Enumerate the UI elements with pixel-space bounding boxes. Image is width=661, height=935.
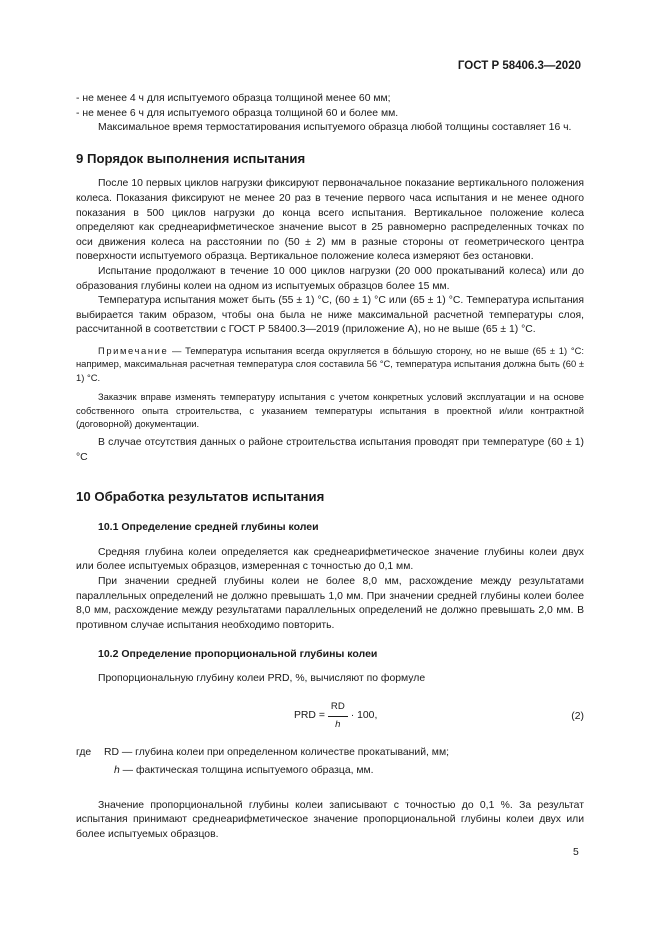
formula-denominator: h xyxy=(335,719,341,731)
customer-paragraph: Заказчик вправе изменять температуру испытания с учетом конкретных условий эксплуатации и на основе собственного опыта строительства, с указанием температуры испытания в проектной и/или контрактной (договорной) документации. xyxy=(76,391,584,429)
note-text: — Температура испытания всегда округляется в бóльшую сторону, но не выше (65 ± 1) °С: например, максимальная расчетная температура слоя составила 56 °С, температура испытания должна быть (60 ± 1) °С. xyxy=(76,344,584,383)
final-paragraph: Значение пропорциональной глубины колеи записывают с точностью до 0,1 %. За результат испытания принимают среднеарифметическое значение пропорциональной глубины колеи двух или более испытуемых образцов. xyxy=(76,799,584,840)
subsection-10-1-heading: 10.1 Определение средней глубины колеи xyxy=(98,521,319,534)
formula-block xyxy=(76,698,584,742)
paragraph: После 10 первых циклов нагрузки фиксируют первоначальное показание вертикального положения колеса. Показания фиксируют не менее 20 раз в течение первого часа испытания и не менее одного показания в 500 циклов нагрузки до конца всего испытания. Вертикальное положение колеса определяют как среднеарифметическое значение высот в 25 равномерно распределенных точках по оси движения колеса на расстоянии по (50 ± 2) мм в разные стороны от геометрического центра поверхности испытуемого образца. Вертикальное положение колеса измеряют без остановки. xyxy=(76,178,584,263)
paragraph: Температура испытания может быть (55 ± 1) °С, (60 ± 1) °С или (65 ± 1) °С. Температура испытания выбирается таким образом, чтобы она была не ниже максимальной расчетной температуры слоя, рассчитанной в соответствии с ГОСТ Р 58400.3—2019 (приложение А), но не выше (65 ± 1) °С. xyxy=(76,295,584,336)
note xyxy=(76,344,584,384)
where-rd: RD — глубина колеи при определенном количестве прокатываний, мм; xyxy=(104,747,449,759)
formula-lhs: PRD = xyxy=(294,710,325,722)
list-item: - не менее 6 ч для испытуемого образца толщиной 60 и более мм. xyxy=(76,107,399,119)
where-h-symbol: h xyxy=(114,765,120,777)
paragraph: Средняя глубина колеи определяется как среднеарифметическое значение глубины колеи двух или более испытуемых образцов, измеренная с точностью до 0,1 мм. xyxy=(76,546,584,573)
note-label: Примечание xyxy=(98,344,169,356)
formula xyxy=(294,700,377,732)
list-item: - не менее 4 ч для испытуемого образца толщиной менее 60 мм; xyxy=(76,93,391,104)
formula-number: (2) xyxy=(571,711,584,723)
paragraph: В случае отсутствия данных о районе строительства испытания проводят при температуре (60 ± 1) °С xyxy=(76,437,584,463)
paragraph: Испытание продолжают в течение 10 000 циклов нагрузки (20 000 прокатываний колеса) или до образования глубины колеи на одном из испытуемых образцов более 15 мм. xyxy=(76,265,584,292)
where-block xyxy=(76,746,584,778)
paragraph: При значении средней глубины колеи не более 8,0 мм, расхождение между результатами параллельных определений не должно превышать 1,0 мм. При значении средней глубины колеи более 8,0 мм, расхождение между результатами параллельных определений не должно превышать 2,0 мм. В противном случае испытания необходимо повторить. xyxy=(76,575,584,631)
section-9-heading: 9 Порядок выполнения испытания xyxy=(76,150,306,166)
page-content xyxy=(76,92,584,842)
standard-header: ГОСТ Р 58406.3—2020 xyxy=(457,60,581,72)
where-label: где xyxy=(76,747,92,759)
page-number: 5 xyxy=(573,847,579,858)
max-time-paragraph: Максимальное время термостатирования испытуемого образца любой толщины составляет 16 ч. xyxy=(98,122,572,134)
formula-numerator: RD xyxy=(328,700,348,717)
subsection-10-2-heading: 10.2 Определение пропорциональной глубины колеи xyxy=(98,648,378,661)
paragraph: Пропорциональную глубину колеи PRD, %, вычисляют по формуле xyxy=(98,672,426,684)
formula-fraction xyxy=(328,700,348,732)
section-10-heading: 10 Обработка результатов испытания xyxy=(76,488,325,504)
formula-rhs: · 100, xyxy=(350,710,378,722)
where-h: h — фактическая толщина испытуемого образца, мм. xyxy=(114,765,374,777)
